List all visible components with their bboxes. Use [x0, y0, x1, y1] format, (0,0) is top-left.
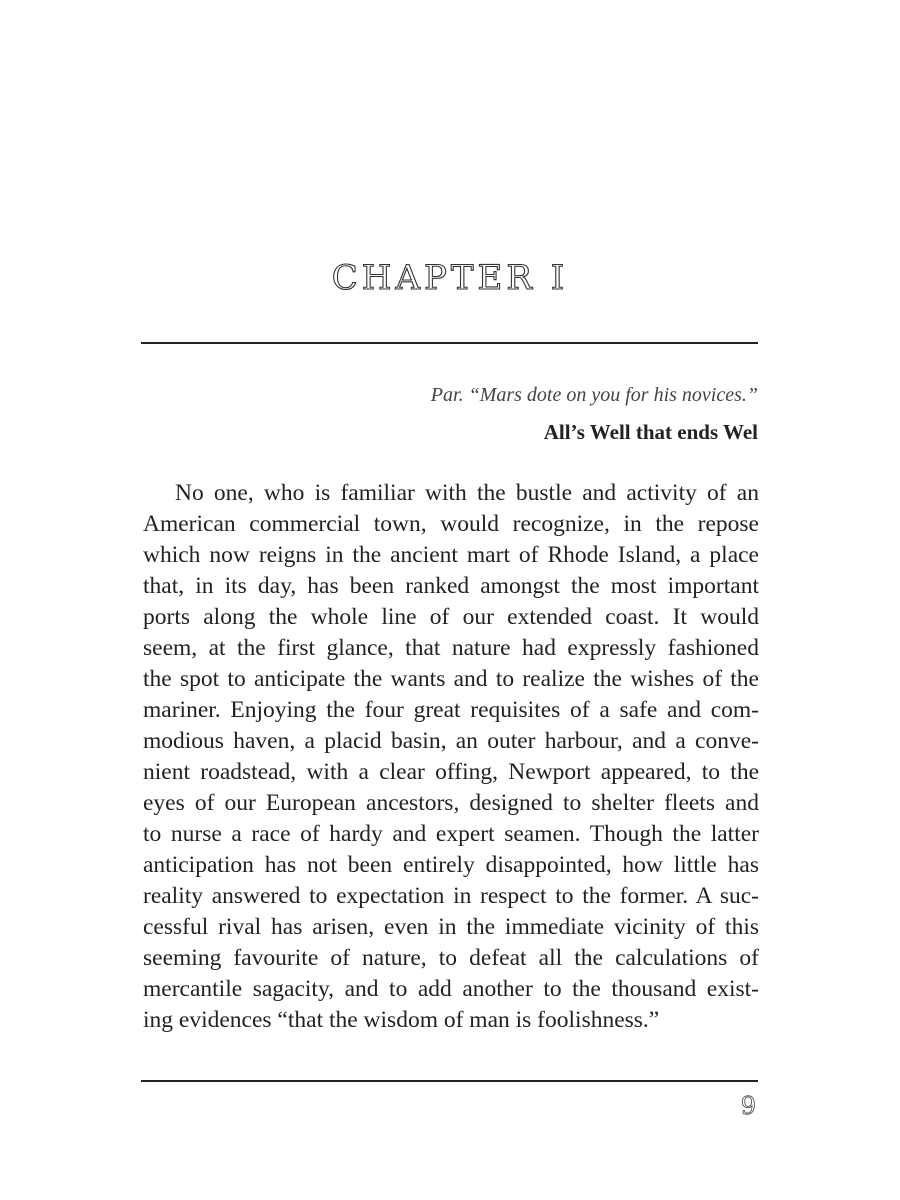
- paragraph-line: anticipation has not been entirely disappointed, how little has: [143, 852, 759, 878]
- paragraph-line: to nurse a race of hardy and expert seamen. Though the latter: [143, 821, 759, 847]
- paragraph-line: ports along the whole line of our extended coast. It would: [143, 604, 759, 630]
- epigraph: [431, 378, 758, 452]
- paragraph-line: cessful rival has arisen, even in the immediate vicinity of this: [143, 914, 759, 940]
- body-paragraph: [143, 478, 759, 1036]
- top-rule: [141, 342, 758, 344]
- bottom-rule: [141, 1080, 758, 1082]
- paragraph-line: modious haven, a placid basin, an outer harbour, and a conve-: [143, 728, 759, 754]
- paragraph-line: mercantile sagacity, and to add another to the thousand exist-: [143, 976, 759, 1002]
- paragraph-line: No one, who is familiar with the bustle and activity of an: [175, 480, 759, 506]
- paragraph-line: ing evidences “that the wisdom of man is foolishness.”: [143, 1007, 660, 1033]
- epigraph-quote: Par. “Mars dote on you for his novices.”: [430, 384, 758, 406]
- paragraph-line: which now reigns in the ancient mart of Rhode Island, a place: [143, 542, 759, 568]
- paragraph-line: American commercial town, would recognize, in the repose: [143, 511, 759, 537]
- epigraph-source: All’s Well that ends Wel: [543, 420, 758, 444]
- paragraph-line: eyes of our European ancestors, designed to shelter fleets and: [143, 790, 759, 816]
- paragraph-line: the spot to anticipate the wants and to realize the wishes of the: [143, 666, 759, 692]
- paragraph-line: nient roadstead, with a clear offing, Newport appeared, to the: [143, 759, 759, 785]
- chapter-title: CHAPTER I: [331, 258, 569, 298]
- page-number: 9: [740, 1092, 756, 1120]
- paragraph-line: that, in its day, has been ranked amongst the most important: [143, 573, 759, 599]
- paragraph-line: mariner. Enjoying the four great requisites of a safe and com-: [143, 697, 759, 723]
- paragraph-line: reality answered to expectation in respect to the former. A suc-: [143, 883, 759, 909]
- paragraph-line: seem, at the first glance, that nature had expressly fashioned: [143, 635, 759, 661]
- paragraph-line: seeming favourite of nature, to defeat all the calculations of: [143, 945, 759, 971]
